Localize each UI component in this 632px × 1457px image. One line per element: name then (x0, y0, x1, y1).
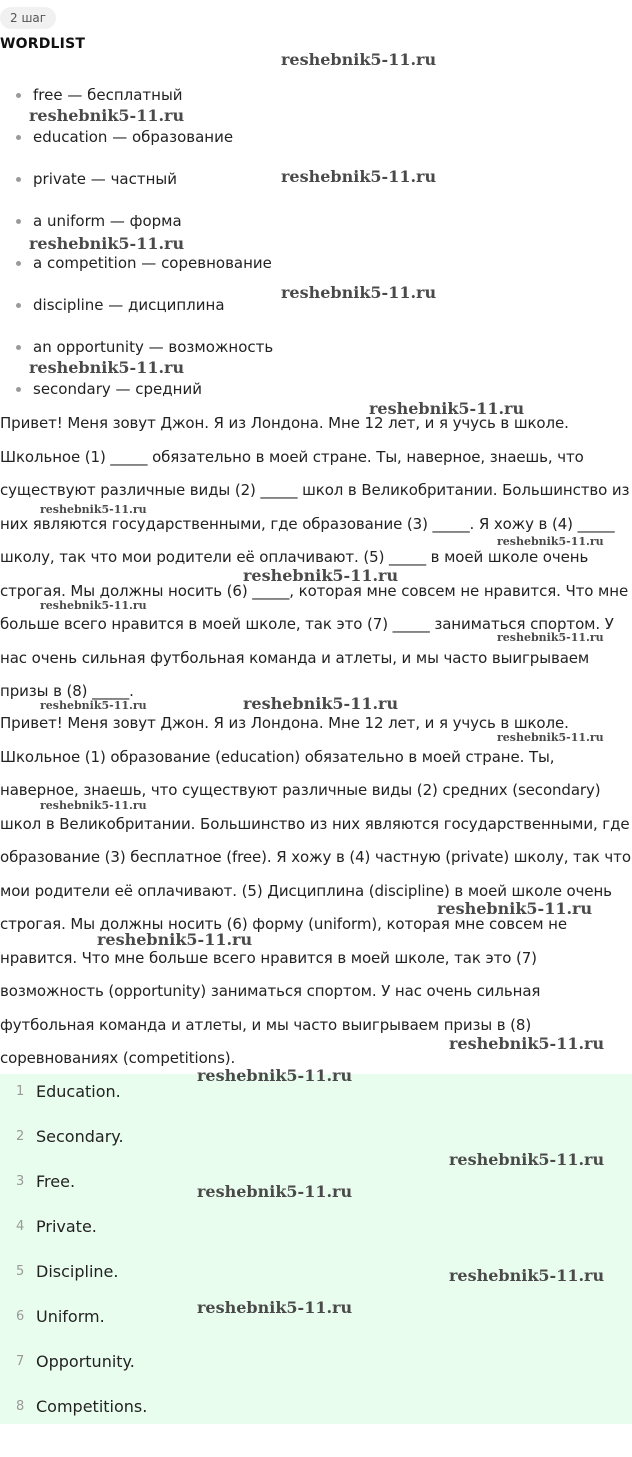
wordlist-item: discipline — дисциплина (0, 294, 632, 336)
bullet-icon (16, 177, 21, 182)
answer-number: 2 (16, 1129, 25, 1144)
answer-item (0, 1257, 632, 1287)
bullet-icon (16, 303, 21, 308)
answers-list (0, 1074, 632, 1424)
wordlist-item: secondary — средний (0, 378, 632, 420)
watermark: reshebnik5-11.ru (449, 1266, 605, 1285)
watermark: reshebnik5-11.ru (40, 503, 147, 516)
watermark: reshebnik5-11.ru (197, 1298, 353, 1317)
wordlist-item: private — частный (0, 168, 632, 210)
answer-number: 6 (16, 1309, 25, 1324)
watermark: reshebnik5-11.ru (40, 799, 147, 812)
watermark: reshebnik5-11.ru (197, 1066, 353, 1085)
watermark: reshebnik5-11.ru (281, 167, 437, 186)
wordlist-item: a uniform — форма (0, 210, 632, 252)
answer-number: 5 (16, 1264, 25, 1279)
bullet-icon (16, 387, 21, 392)
answer-item (0, 1392, 632, 1422)
watermark: reshebnik5-11.ru (40, 699, 147, 712)
watermark: reshebnik5-11.ru (281, 50, 437, 69)
answer-item (0, 1347, 632, 1377)
wordlist-item: free — бесплатный (0, 84, 632, 126)
answer-number: 1 (16, 1084, 25, 1099)
watermark: reshebnik5-11.ru (449, 1150, 605, 1169)
watermark: reshebnik5-11.ru (497, 535, 604, 548)
bullet-icon (16, 261, 21, 266)
watermark: reshebnik5-11.ru (243, 694, 399, 713)
wordlist-item: a competition — соревнование (0, 252, 632, 294)
task-paragraph: Привет! Меня зовут Джон. Я из Лондона. Мне 12 лет, и я учусь в школе. Школьное (1) _____ обязательно в моей стране. Ты, наверное, знаешь, что существуют различные виды (2) _____ школ в Великобритании. Большинство из них являются государственными, где образование (3) _____. Я хожу в (4) _____ школу, так что мои родители её оплачивают. (5) _____ в моей школе очень строгая. Мы должны носить (6) _____, которая мне совсем не нравится. Что мне больше всего нравится в моей школе, так это (7) _____ заниматься спортом. У нас очень сильная футбольная команда и атлеты, и мы часто выигрываем призы в (8) _____. (0, 414, 630, 700)
answer-text: Competitions. (36, 1397, 148, 1416)
answer-item (0, 1077, 632, 1107)
answer-text: Opportunity. (36, 1352, 135, 1371)
answer-item (0, 1167, 632, 1197)
answer-text: Uniform. (36, 1307, 105, 1326)
watermark: reshebnik5-11.ru (29, 234, 185, 253)
answer-text: Education. (36, 1082, 121, 1101)
answer-number: 8 (16, 1399, 25, 1414)
answer-number: 4 (16, 1219, 25, 1234)
step-badge: 2 шаг (0, 7, 56, 29)
wordlist-heading: WORDLIST (0, 36, 86, 52)
watermark: reshebnik5-11.ru (281, 283, 437, 302)
watermark: reshebnik5-11.ru (497, 631, 604, 644)
watermark: reshebnik5-11.ru (369, 399, 525, 418)
wordlist-item: education — образование (0, 126, 632, 168)
watermark: reshebnik5-11.ru (97, 930, 253, 949)
answer-text: Private. (36, 1217, 97, 1236)
answer-item (0, 1212, 632, 1242)
bullet-icon (16, 135, 21, 140)
answer-number: 7 (16, 1354, 25, 1369)
answer-item (0, 1122, 632, 1152)
watermark: reshebnik5-11.ru (29, 358, 185, 377)
answer-text: Secondary. (36, 1127, 124, 1146)
watermark: reshebnik5-11.ru (437, 899, 593, 918)
watermark: reshebnik5-11.ru (449, 1034, 605, 1053)
watermark: reshebnik5-11.ru (29, 106, 185, 125)
answer-item (0, 1302, 632, 1332)
watermark: reshebnik5-11.ru (243, 566, 399, 585)
bullet-icon (16, 345, 21, 350)
bullet-icon (16, 219, 21, 224)
answer-text: Free. (36, 1172, 76, 1191)
wordlist-item: an opportunity — возможность (0, 336, 632, 378)
watermark: reshebnik5-11.ru (497, 731, 604, 744)
answer-number: 3 (16, 1174, 25, 1189)
answer-text: Discipline. (36, 1262, 119, 1281)
answer-paragraph: Привет! Меня зовут Джон. Я из Лондона. Мне 12 лет, и я учусь в школе. Школьное (1) образование (education) обязательно в моей стране. Ты, наверное, знаешь, что существуют различные виды (2) средних (secondary) школ в Великобритании. Большинство из них являются государственными, где образование (3) бесплатное (free). Я хожу в (4) частную (private) школу, так что мои родители её оплачивают. (5) Дисциплина (discipline) в моей школе очень строгая. Мы должны носить (6) форму (uniform), которая мне совсем не нравится. Что мне больше всего нравится в моей школе, так это (7) возможность (opportunity) заниматься спортом. У нас очень сильная футбольная команда и атлеты, и мы часто выигрываем призы в (8) соревнованиях (competitions). (0, 714, 631, 1067)
wordlist (0, 84, 632, 420)
watermark: reshebnik5-11.ru (197, 1182, 353, 1201)
watermark: reshebnik5-11.ru (40, 599, 147, 612)
bullet-icon (16, 93, 21, 98)
